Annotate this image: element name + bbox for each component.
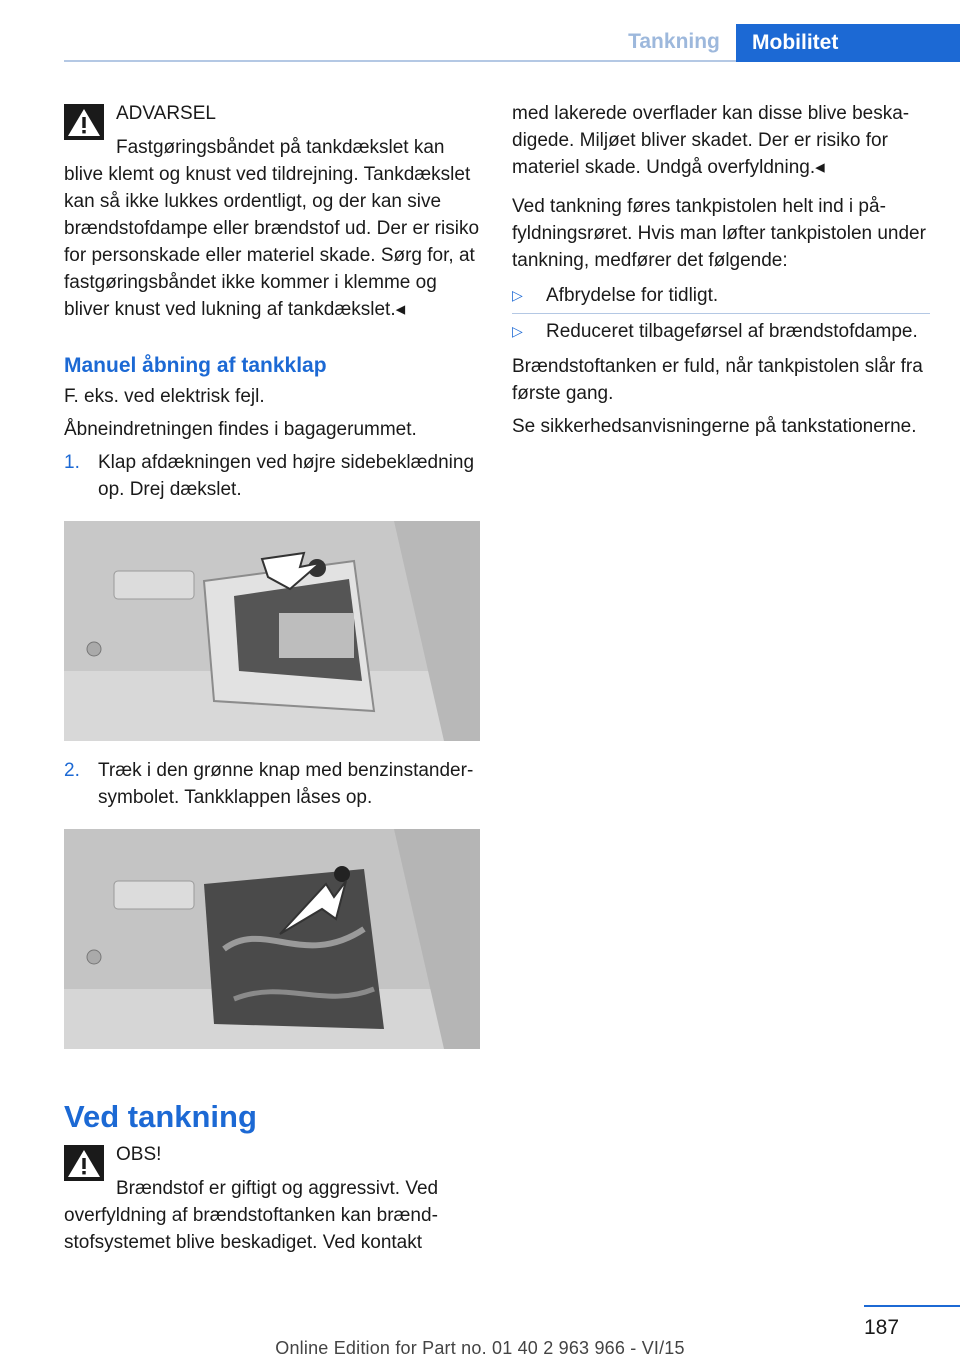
step-number: 2.: [64, 760, 80, 781]
left-column: [64, 100, 482, 1256]
step-item: [64, 757, 482, 811]
body-paragraph: Se sikkerhedsanvisningerne på tankstationerne.: [512, 416, 917, 437]
steps-list: [64, 449, 482, 503]
body-paragraph: Ved tankning føres tankpistolen helt ind i påfyldningsrøret. Hvis man løfter tankpistolen under tankning, medfører det følgende:: [512, 196, 926, 271]
trunk-cover-photo: [64, 521, 480, 741]
step-text: Klap afdækningen ved højre sidebeklædning op. Drej dækslet.: [98, 452, 475, 500]
warning-label: ADVARSEL: [116, 103, 216, 124]
bullet-item: [512, 282, 930, 309]
header-tab-chapter[interactable]: Mobilitet: [736, 24, 960, 62]
footer-rule: [864, 1305, 960, 1307]
warning-triangle-icon: [64, 1145, 104, 1181]
bullet-item: [512, 313, 930, 345]
bullet-text: Afbrydelse for tidligt.: [546, 285, 719, 306]
chapter-title: Ved tankning: [64, 1099, 257, 1134]
warning-block-obs: [64, 1141, 482, 1256]
edition-footer: Online Edition for Part no. 01 40 2 963 966 - VI/15: [275, 1338, 685, 1358]
step-text: Træk i den grønne knap med benzinstander-symbolet. Tankklappen låses op.: [98, 760, 474, 808]
warning-triangle-icon: [64, 104, 104, 140]
bullet-marker-icon: ▷: [512, 323, 523, 339]
fuel-release-photo: [64, 829, 480, 1049]
intro-text: F. eks. ved elektrisk fejl.: [64, 386, 265, 407]
warning-label: OBS!: [116, 1144, 162, 1165]
bullet-text: Reduceret tilbageførsel af brændstofdampe.: [546, 321, 918, 342]
warning-text: Brændstof er giftigt og aggressivt. Ved overfyldning af brændstoftanken kan brændstofsystemet blive beskadiget. Ved kontakt: [64, 1178, 439, 1253]
bullet-list: [512, 282, 930, 345]
page-number: 187: [864, 1316, 900, 1339]
warning-text: Fastgøringsbåndet på tankdækslet kan blive klemt og knust ved tildrejning. Tankdækslet kan så ikke lukkes ordentligt, og der kan sive brændstofdampe eller brændstof ud. Der er risiko for personskade eller materiel skade. Sørg for, at fastgøringsbåndet ikke kommer i klemme og bliver knust ved lukning af tankdækslet.◂: [64, 137, 480, 320]
section-title: Manuel åbning af tankklap: [64, 354, 327, 377]
step-number: 1.: [64, 452, 80, 473]
step-item: [64, 449, 482, 503]
body-paragraph: Brændstoftanken er fuld, når tankpistolen slår fra første gang.: [512, 356, 923, 404]
steps-list-continued: [64, 757, 482, 811]
warning-block-advarsel: [64, 100, 482, 323]
header-tab-section[interactable]: Tankning: [628, 30, 720, 53]
intro-text-location: Åbneindretningen findes i bagagerummet.: [64, 419, 417, 440]
right-column: [512, 100, 930, 440]
bullet-marker-icon: ▷: [512, 287, 523, 303]
warning-continuation: med lakerede overflader kan disse blive beskadigede. Miljøet bliver skadet. Der er risiko for materiel skade. Undgå overfyldning.◂: [512, 103, 910, 178]
